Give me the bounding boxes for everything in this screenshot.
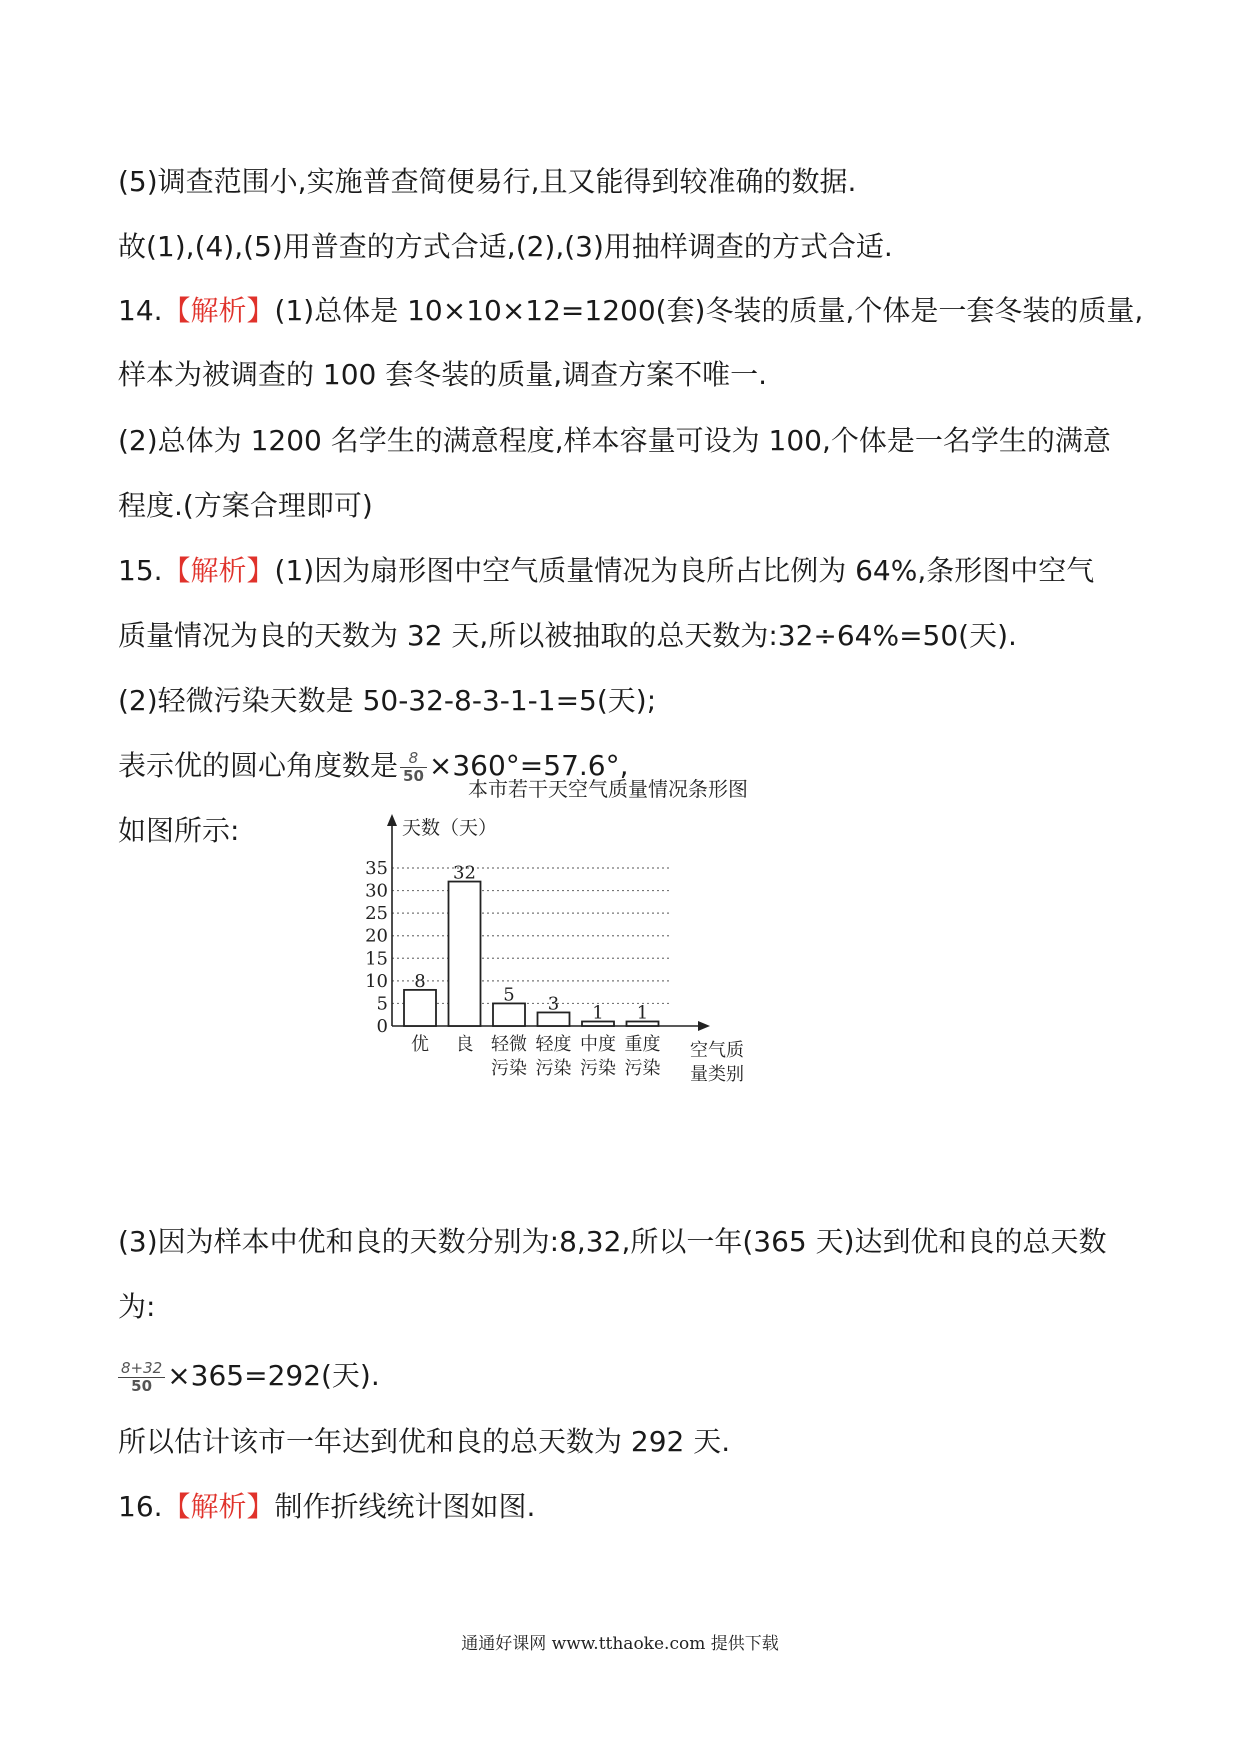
text-span: (1)总体是 10×10×12=1200(套)冬装的质量,个体是一套冬装的质量, [274,294,1144,327]
y-tick-label: 20 [365,925,388,947]
question-14-line [118,291,1143,331]
bar-value-label: 8 [414,970,426,992]
category-label: 污染 [580,1058,616,1079]
text-line: 样本为被调查的 100 套冬装的质量,调查方案不唯一. [118,358,768,391]
category-label: 轻度 [535,1034,572,1055]
text-span: 表示优的圆心角度数是 [118,749,399,782]
category-label: 重度 [624,1034,661,1055]
analysis-tag: 【解析】 [162,554,275,587]
chart-grid [392,868,670,1006]
text-span: ×365=292(天). [167,1359,380,1392]
category-label: 优 [411,1034,429,1055]
y-tick-label: 0 [376,1016,388,1037]
text-line: (5)调查范围小,实施普查简便易行,且又能得到较准确的数据. [118,165,857,198]
fraction-denominator: 50 [403,766,424,785]
y-tick-label: 30 [365,880,388,902]
text-line: (3)因为样本中优和良的天数分别为:8,32,所以一年(365 天)达到优和良的总天数 [118,1225,1107,1258]
y-tick-label: 10 [365,970,388,992]
text-line: 所以估计该市一年达到优和良的总天数为 292 天. [118,1425,731,1458]
chart-plot-area [365,814,744,1085]
y-tick-label: 5 [376,993,388,1015]
text-span: (1)因为扇形图中空气质量情况为良所占比例为 64%,条形图中空气 [274,554,1095,587]
text-line: 如图所示: [118,814,240,847]
text-line-with-fraction [116,1356,380,1396]
chart-bars [404,882,659,1026]
question-16-line [118,1487,535,1527]
question-number: 14. [118,294,163,327]
fraction [118,1360,165,1395]
question-number: 15. [118,554,163,587]
bar-value-label: 1 [592,1002,604,1024]
x-axis-label-line: 量类别 [690,1064,744,1085]
category-label: 轻微 [491,1034,527,1055]
bar-value-label: 1 [636,1002,649,1024]
bar [404,990,436,1026]
y-tick-label: 35 [365,858,388,879]
chart-x-axis-label [690,1040,744,1085]
analysis-tag: 【解析】 [162,294,275,327]
analysis-tag: 【解析】 [162,1490,275,1523]
text-line: 故(1),(4),(5)用普查的方式合适,(2),(3)用抽样调查的方式合适. [118,230,893,263]
bar-value-label: 32 [453,862,476,884]
question-number: 16. [118,1490,163,1523]
text-span: ×360°=57.6°, [428,749,629,782]
y-tick-label: 25 [365,903,388,925]
bar-value-label: 3 [547,993,560,1015]
fraction-denominator: 50 [131,1376,153,1395]
bar-chart [365,766,900,1230]
category-label: 污染 [624,1058,661,1079]
text-span: 制作折线统计图如图. [274,1490,536,1523]
fraction-numerator: 8 [400,750,427,768]
x-axis-label-line: 空气质 [690,1040,744,1061]
category-label: 污染 [491,1058,527,1079]
category-label: 污染 [535,1058,572,1079]
x-axis-arrow [698,1021,710,1031]
bar [449,882,481,1026]
bar [538,1012,570,1026]
bar-value-label: 5 [503,984,515,1006]
y-axis-arrow [387,814,397,826]
bar [493,1003,525,1026]
chart-y-axis-label: 天数（天） [402,817,498,839]
category-label: 良 [455,1034,474,1055]
text-line: 程度.(方案合理即可) [118,489,373,522]
text-line: 质量情况为良的天数为 32 天,所以被抽取的总天数为:32÷64%=50(天). [118,619,1017,652]
text-line: (2)轻微污染天数是 50-32-8-3-1-1=5(天); [118,684,657,717]
fraction-numerator: 8+32 [118,1360,165,1378]
question-15-line [118,551,1094,591]
text-line: 为: [118,1290,156,1323]
chart-title: 本市若干天空气质量情况条形图 [468,777,748,801]
y-tick-label: 15 [365,948,388,970]
chart-category-labels [411,1034,661,1079]
category-label: 中度 [580,1034,616,1055]
text-line: (2)总体为 1200 名学生的满意程度,样本容量可设为 100,个体是一名学生的满意 [118,424,1111,457]
page-footer: 通通好课网 www.tthaoke.com 提供下载 [461,1634,779,1654]
chart-y-ticks [365,858,388,1037]
